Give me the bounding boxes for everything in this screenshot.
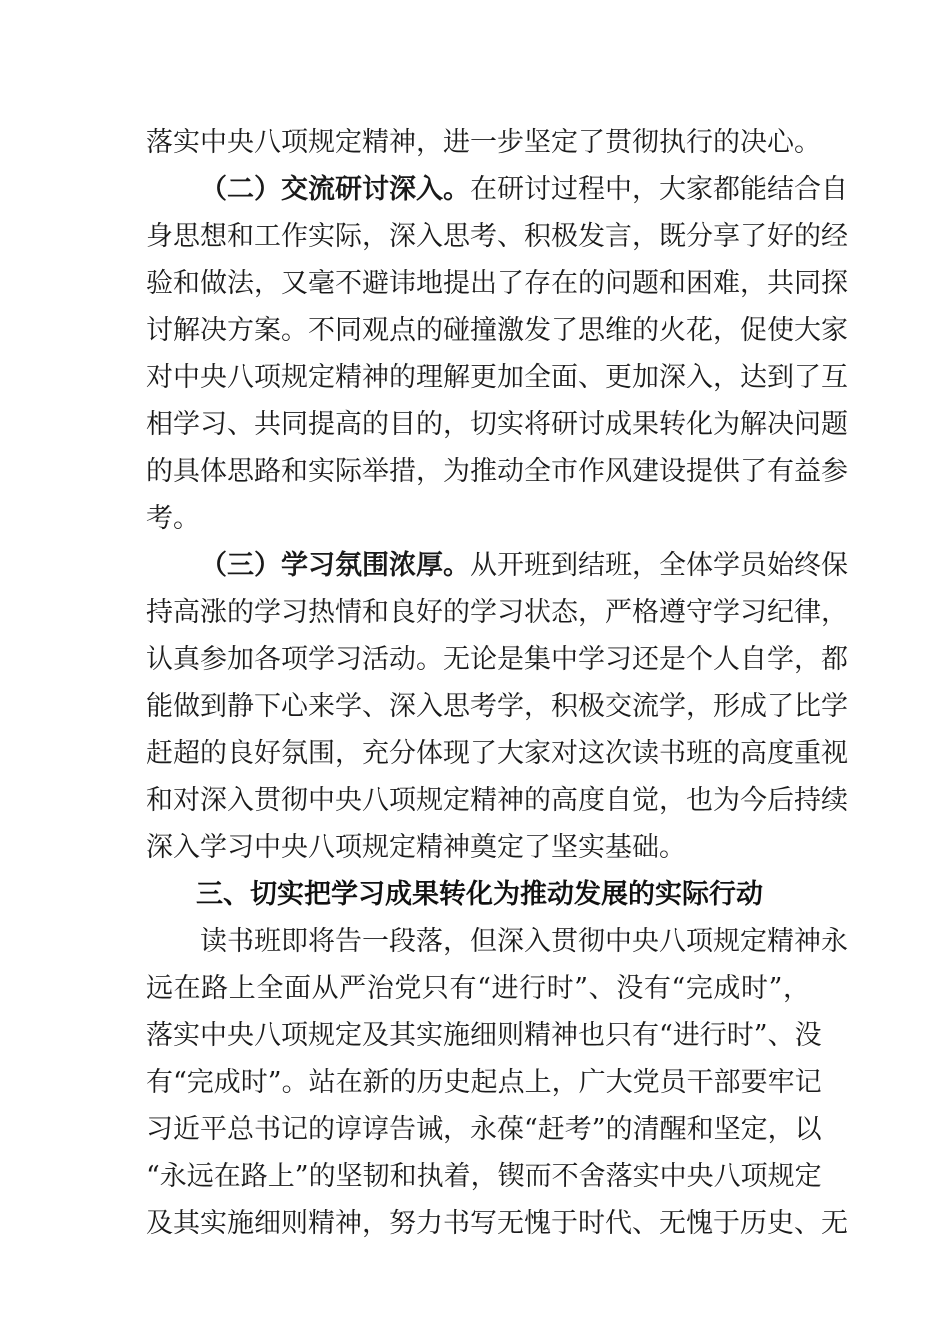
- paragraph-line: 考。: [146, 503, 200, 534]
- paragraph-line: 对中央八项规定精神的理解更加全面、更加深入，达到了互: [146, 362, 848, 393]
- paragraph-line: [200, 542, 848, 590]
- paragraph-line: 身思想和工作实际，深入思考、积极发言，既分享了好的经: [146, 221, 848, 252]
- paragraph-line: 有“完成时”。站在新的历史起点上，广大党员干部要牢记: [146, 1067, 822, 1098]
- paragraph-line: 的具体思路和实际举措，为推动全市作风建设提供了有益参: [146, 456, 848, 487]
- paragraph-line: 读书班即将告一段落，但深入贯彻中央八项规定精神永: [200, 926, 848, 957]
- paragraph-line: “永远在路上”的坚韧和执着，锲而不舍落实中央八项规定: [146, 1161, 822, 1192]
- paragraph-line: 赶超的良好氛围，充分体现了大家对这次读书班的高度重视: [146, 738, 848, 769]
- paragraph-line: 落实中央八项规定及其实施细则精神也只有“进行时”、没: [146, 1020, 822, 1051]
- paragraph-line: 持高涨的学习热情和良好的学习状态，严格遵守学习纪律，: [146, 597, 848, 628]
- subheading-lead: （三）学习氛围浓厚。: [200, 550, 470, 581]
- paragraph-line: 讨解决方案。不同观点的碰撞激发了思维的火花，促使大家: [146, 315, 848, 346]
- paragraph-line: 和对深入贯彻中央八项规定精神的高度自觉，也为今后持续: [146, 785, 848, 816]
- paragraph-line: 能做到静下心来学、深入思考学，积极交流学，形成了比学: [146, 691, 848, 722]
- paragraph-line: 及其实施细则精神，努力书写无愧于时代、无愧于历史、无: [146, 1208, 848, 1239]
- paragraph-text: 在研讨过程中，大家都能结合自: [470, 174, 848, 205]
- section-heading: 三、切实把学习成果转化为推动发展的实际行动: [196, 879, 763, 910]
- paragraph-line: 落实中央八项规定精神，进一步坚定了贯彻执行的决心。: [146, 127, 821, 158]
- paragraph-line: 深入学习中央八项规定精神奠定了坚实基础。: [146, 832, 686, 863]
- paragraph-line: 相学习、共同提高的目的，切实将研讨成果转化为解决问题: [146, 409, 848, 440]
- paragraph-line: 验和做法，又毫不避讳地提出了存在的问题和困难，共同探: [146, 268, 848, 299]
- paragraph-text: 从开班到结班，全体学员始终保: [470, 550, 848, 581]
- paragraph-line: 习近平总书记的谆谆告诫，永葆“赶考”的清醒和坚定，以: [146, 1114, 822, 1145]
- paragraph-line: 认真参加各项学习活动。无论是集中学习还是个人自学，都: [146, 644, 848, 675]
- subheading-lead: （二）交流研讨深入。: [200, 174, 470, 205]
- paragraph-line: [200, 166, 848, 214]
- paragraph-line: 远在路上全面从严治党只有“进行时”、没有“完成时”，: [146, 973, 810, 1004]
